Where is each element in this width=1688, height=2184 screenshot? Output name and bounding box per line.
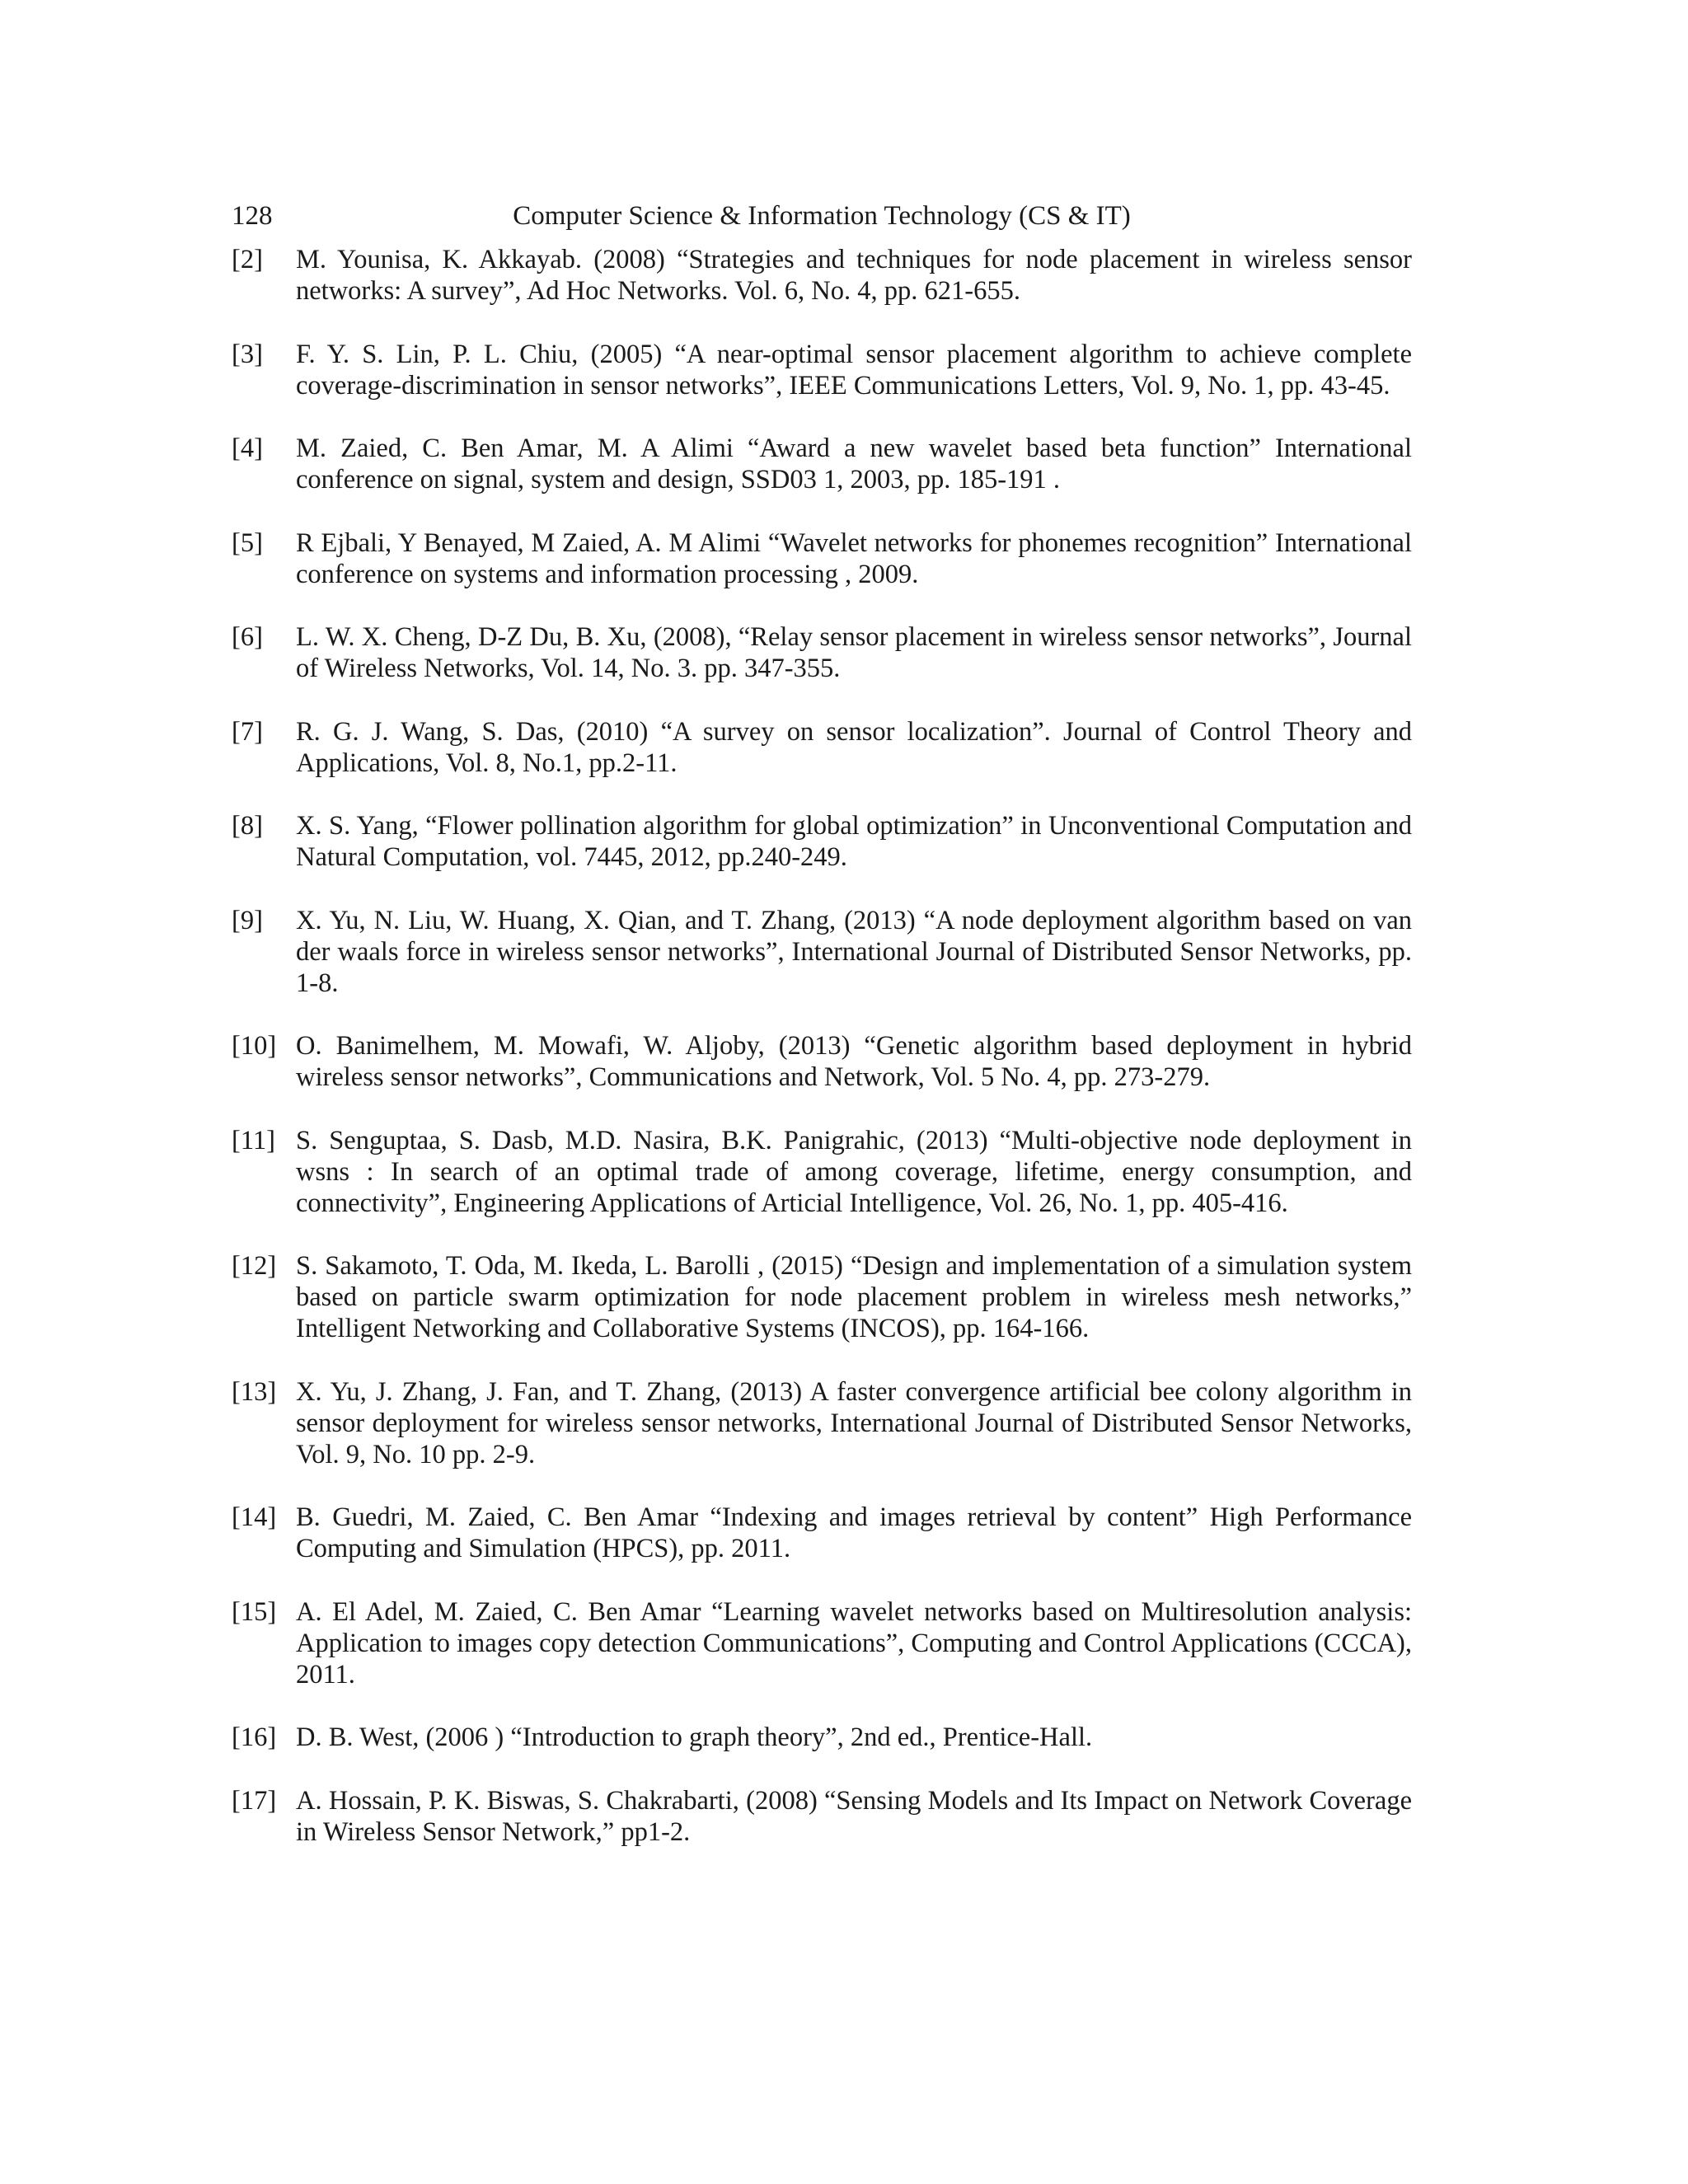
reference-number: [17]: [232, 1785, 277, 1816]
reference-item: [232, 433, 1412, 495]
reference-item: [232, 1376, 1412, 1470]
reference-item: [232, 905, 1412, 999]
reference-text: M. Zaied, C. Ben Amar, M. A Alimi “Award a new wavelet based beta function” International conference on signal, system and design, SSD03 1, 2003, pp. 185-191 .: [296, 434, 1412, 494]
reference-number: [11]: [232, 1125, 275, 1155]
reference-item: [232, 1785, 1412, 1848]
reference-item: [232, 1722, 1412, 1753]
reference-text: A. El Adel, M. Zaied, C. Ben Amar “Learning wavelet networks based on Multiresolution analysis: Application to images copy detection Communications”, Computing and Control Applications (CCCA), 2011.: [296, 1596, 1413, 1690]
reference-number: [14]: [232, 1502, 277, 1532]
reference-text: O. Banimelhem, M. Mowafi, W. Aljoby, (2013) “Genetic algorithm based deployment in hybrid wireless sensor networks”, Communications and Network, Vol. 5 No. 4, pp. 273-279.: [296, 1031, 1412, 1092]
reference-list: [232, 244, 1412, 1879]
reference-item: [232, 1250, 1412, 1344]
running-title: Computer Science & Information Technology (CS & IT): [513, 201, 1131, 231]
reference-text: L. W. X. Cheng, D-Z Du, B. Xu, (2008), “Relay sensor placement in wireless sensor networks”, Journal of Wireless Networks, Vol. 14, No. 3. pp. 347-355.: [296, 622, 1412, 683]
reference-item: [232, 810, 1412, 873]
reference-number: [13]: [232, 1376, 277, 1407]
reference-item: [232, 621, 1412, 684]
reference-item: [232, 527, 1412, 590]
reference-item: [232, 339, 1412, 401]
reference-number: [6]: [232, 622, 263, 652]
reference-number: [3]: [232, 339, 263, 369]
reference-number: [15]: [232, 1596, 277, 1627]
reference-text: R. G. J. Wang, S. Das, (2010) “A survey on sensor localization”. Journal of Control Theory and Applications, Vol. 8, No.1, pp.2-11.: [296, 716, 1412, 778]
reference-text: A. Hossain, P. K. Biswas, S. Chakrabarti, (2008) “Sensing Models and Its Impact on Network Coverage in Wireless Sensor Network,” pp1-2.: [296, 1785, 1412, 1847]
reference-item: [232, 1596, 1412, 1690]
reference-text: X. Yu, J. Zhang, J. Fan, and T. Zhang, (2013) A faster convergence artificial bee colony algorithm in sensor deployment for wireless sensor networks, International Journal of Distributed Sensor Networks, Vol. 9, No. 10 pp. 2-9.: [296, 1376, 1412, 1469]
reference-number: [5]: [232, 527, 263, 558]
reference-text: S. Senguptaa, S. Dasb, M.D. Nasira, B.K. Panigrahic, (2013) “Multi-objective node deployment in wsns : In search of an optimal trade of among coverage, lifetime, energy consumption, and connectivity”, Engineering Applications of Articial Intelligence, Vol. 26, No. 1, pp. 405-416.: [296, 1125, 1412, 1218]
page-number: 128: [232, 201, 273, 231]
reference-item: [232, 1502, 1412, 1564]
reference-number: [2]: [232, 245, 263, 274]
reference-number: [10]: [232, 1031, 277, 1061]
reference-item: [232, 1125, 1412, 1219]
reference-text: R Ejbali, Y Benayed, M Zaied, A. M Alimi “Wavelet networks for phonemes recognition” International conference on systems and information processing , 2009.: [296, 527, 1412, 589]
reference-item: [232, 1030, 1412, 1093]
reference-text: B. Guedri, M. Zaied, C. Ben Amar “Indexing and images retrieval by content” High Performance Computing and Simulation (HPCS), pp. 2011.: [296, 1502, 1412, 1563]
reference-text: F. Y. S. Lin, P. L. Chiu, (2005) “A near-optimal sensor placement algorithm to achieve complete coverage-discrimination in sensor networks”, IEEE Communications Letters, Vol. 9, No. 1, pp. 43-45.: [296, 339, 1412, 401]
reference-item: [232, 716, 1412, 779]
reference-number: [7]: [232, 716, 263, 747]
reference-text: S. Sakamoto, T. Oda, M. Ikeda, L. Barolli , (2015) “Design and implementation of a simulation system based on particle swarm optimization for node placement problem in wireless mesh networks,” Intelligent Networking and Collaborative Systems (INCOS), pp. 164-166.: [296, 1251, 1412, 1343]
reference-number: [9]: [232, 905, 263, 935]
reference-number: [8]: [232, 811, 263, 841]
reference-number: [12]: [232, 1251, 277, 1281]
reference-number: [4]: [232, 434, 263, 463]
reference-text: X. Yu, N. Liu, W. Huang, X. Qian, and T. Zhang, (2013) “A node deployment algorithm based on van der waals force in wireless sensor networks”, International Journal of Distributed Sensor Networks, pp. 1-8.: [296, 905, 1412, 998]
reference-text: D. B. West, (2006 ) “Introduction to graph theory”, 2nd ed., Prentice-Hall.: [296, 1722, 1093, 1752]
page-header: [232, 194, 1412, 237]
reference-item: [232, 244, 1412, 307]
reference-text: X. S. Yang, “Flower pollination algorithm for global optimization” in Unconventional Computation and Natural Computation, vol. 7445, 2012, pp.240-249.: [296, 811, 1412, 872]
reference-number: [16]: [232, 1722, 277, 1752]
reference-text: M. Younisa, K. Akkayab. (2008) “Strategies and techniques for node placement in wireless sensor networks: A survey”, Ad Hoc Networks. Vol. 6, No. 4, pp. 621-655.: [296, 245, 1412, 306]
